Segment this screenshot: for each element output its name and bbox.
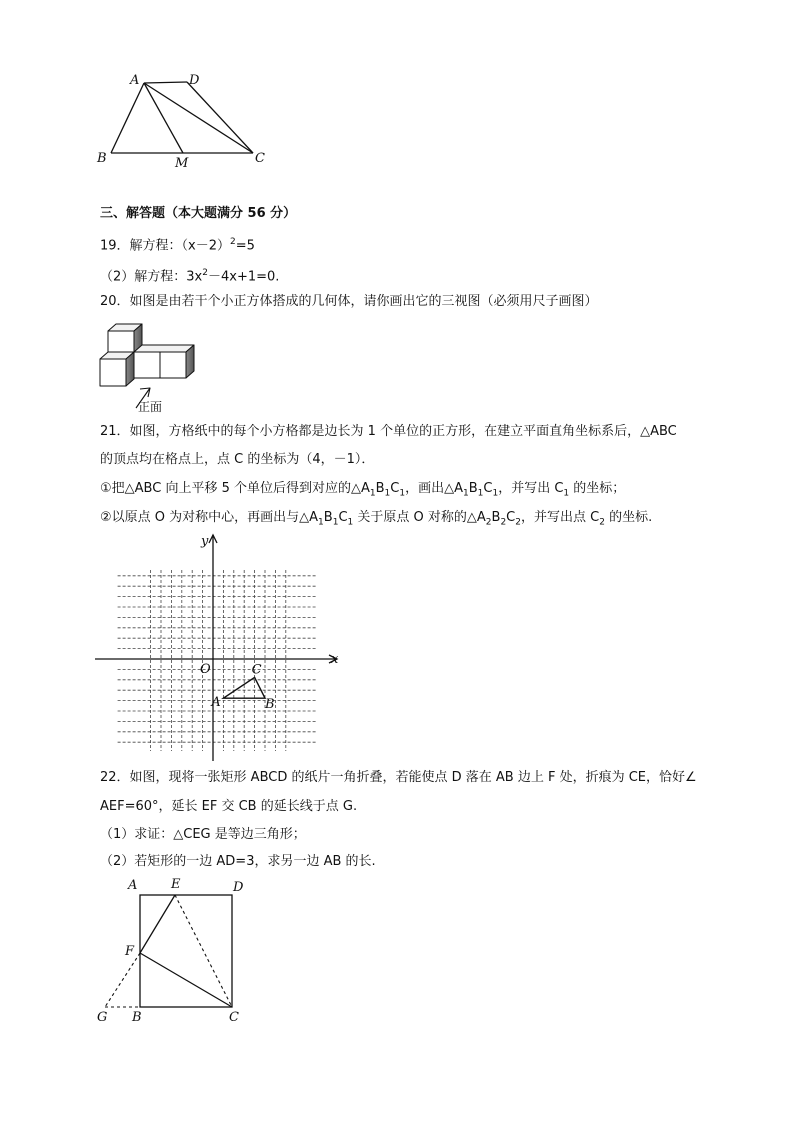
section-heading: 三、解答题（本大题满分 56 分） bbox=[100, 206, 297, 221]
origin-label: O bbox=[200, 662, 211, 677]
q22-item2: （2）若矩形的一边 AD=3，求另一边 AB 的长. bbox=[100, 854, 376, 869]
q22-line1: 22．如图，现将一张矩形 ABCD 的纸片一角折叠，若能使点 D 落在 AB 边上 F 处，折痕为 CE，恰好∠ bbox=[100, 770, 697, 785]
grid-label-C: C bbox=[251, 662, 262, 678]
q21-line2: 的顶点均在格点上，点 C 的坐标为（4，－1）． bbox=[100, 452, 375, 467]
rect-label-C: C bbox=[229, 1010, 239, 1025]
label-A: A bbox=[130, 73, 140, 88]
axis-y-label: y bbox=[201, 534, 209, 549]
rect-label-A: A bbox=[128, 878, 138, 893]
coordinate-grid bbox=[95, 533, 345, 763]
grid-label-B: B bbox=[265, 697, 275, 713]
q22-item1: （1）求证：△CEG 是等边三角形； bbox=[100, 827, 306, 842]
label-C: C bbox=[255, 151, 265, 166]
rect-label-D: D bbox=[233, 880, 244, 895]
rect-label-E: E bbox=[171, 877, 181, 892]
q19-line2: （2）解方程：$3x^2-4x+1=0$. bbox=[100, 268, 280, 285]
q22-line2: AEF=60°，延长 EF 交 CB 的延长线于点 G. bbox=[100, 799, 358, 814]
trapezoid-figure bbox=[95, 70, 275, 175]
q20-text: 20．如图是由若干个小正方体搭成的几何体，请你画出它的三视图（必须用尺子画图） bbox=[100, 294, 598, 309]
rect-label-G: G bbox=[97, 1010, 108, 1025]
q21-line1: 21．如图，方格纸中的每个小方格都是边长为 1 个单位的正方形，在建立平面直角坐标系后，△ABC bbox=[100, 424, 677, 439]
q21-item1: ①把△ABC 向上平移 5 个单位后得到对应的$\triangle A_1B_1C_1$，画出$\triangle A_1B_1C_1$，并写出 $C_1$ 的坐标； bbox=[100, 481, 626, 499]
label-B: B bbox=[97, 151, 107, 166]
rect-label-F: F bbox=[125, 944, 135, 959]
rectangle-fold-figure bbox=[95, 875, 255, 1025]
front-label: 正面 bbox=[138, 400, 163, 414]
label-D: D bbox=[189, 73, 200, 88]
q21-item2: ②以原点 O 为对称中心，再画出与$\triangle A_1B_1C_1$ 关于原点 O 对称的$\triangle A_2B_2C_2$，并写出点 $C_2$ 的坐标. bbox=[100, 510, 653, 528]
label-M: M bbox=[175, 156, 189, 171]
rect-label-B: B bbox=[132, 1010, 142, 1025]
grid-label-A: A bbox=[211, 695, 221, 711]
cubes-figure bbox=[98, 322, 208, 414]
axis-x-label: x bbox=[331, 652, 339, 667]
q19-line1: 19．解方程：$(x-2)^2=5$ bbox=[100, 237, 255, 254]
